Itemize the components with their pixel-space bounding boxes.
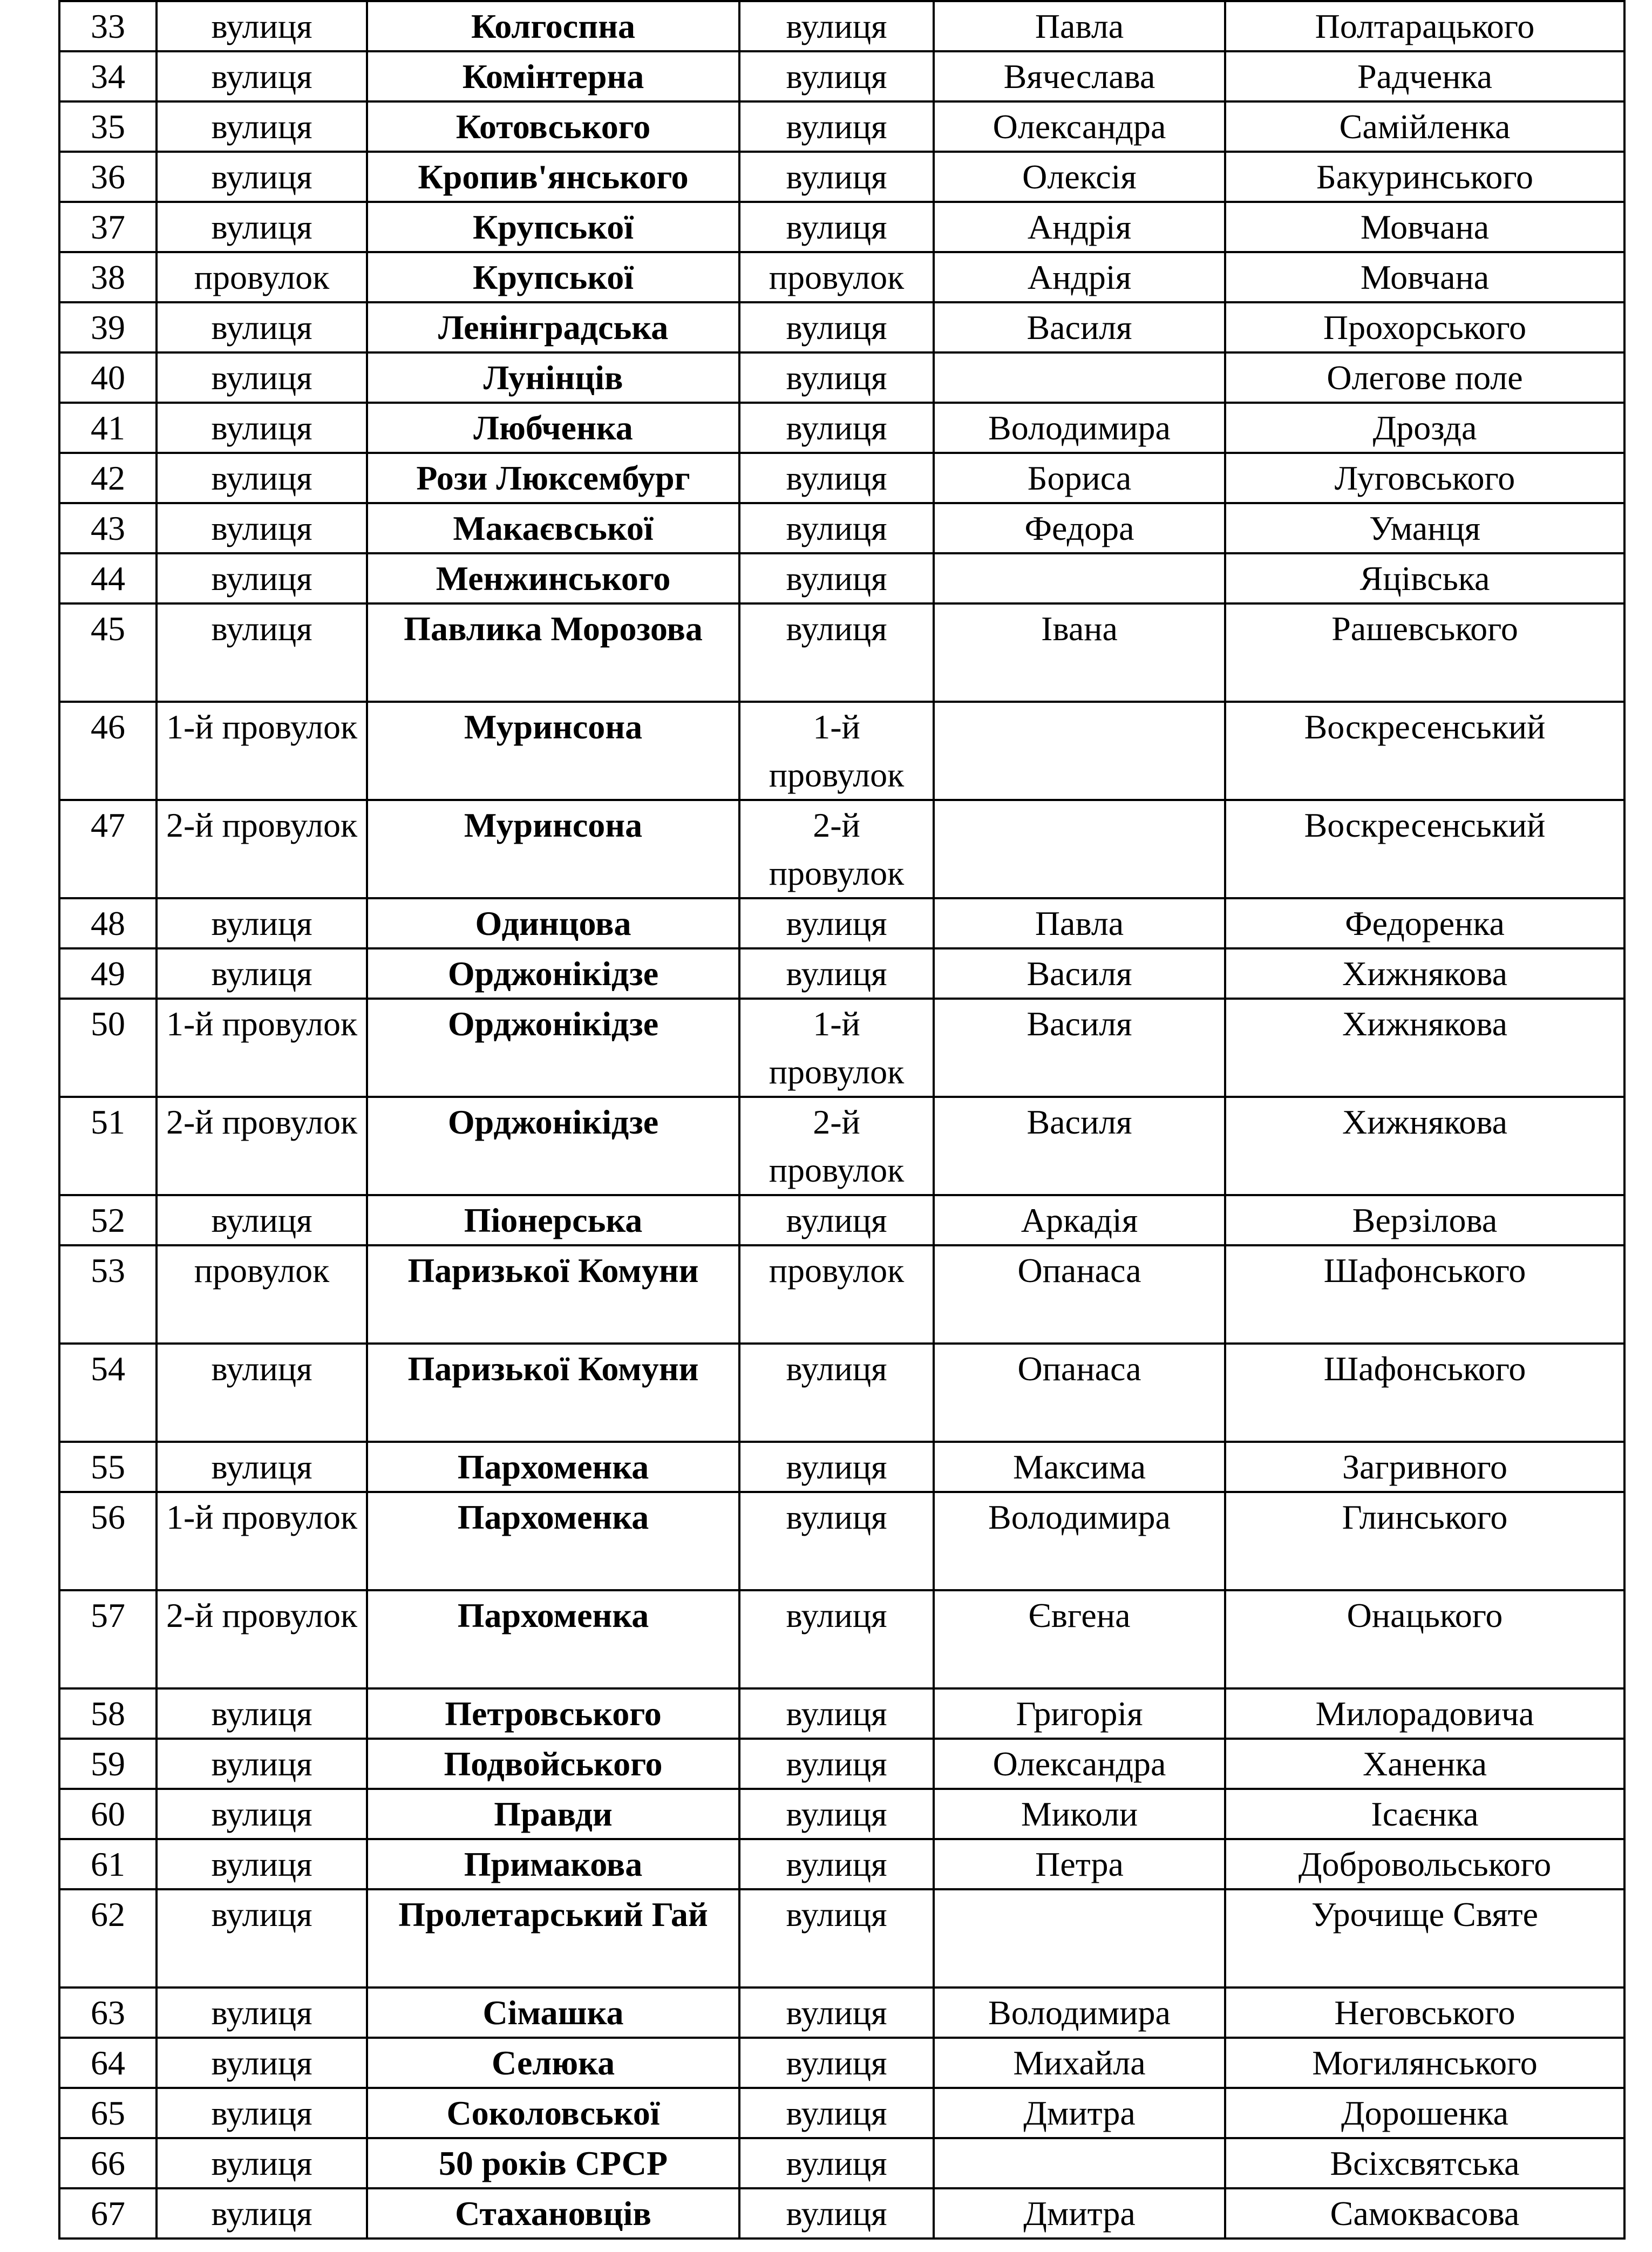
- document-page: [58, 0, 1623, 2246]
- new-first-name-cell: Григорія: [934, 1688, 1225, 1739]
- new-first-name-cell: Володимира: [934, 1988, 1225, 2038]
- new-first-name-cell: Олексія: [934, 152, 1225, 202]
- old-name-cell: Любченка: [367, 403, 739, 453]
- old-type-cell: вулиця: [157, 2038, 367, 2088]
- old-name-cell: Пархоменка: [367, 1442, 739, 1492]
- table-row: [59, 2138, 1624, 2188]
- row-number-cell: 52: [59, 1195, 157, 1245]
- row-number-cell: 60: [59, 1789, 157, 1839]
- old-name-cell: Соколовської: [367, 2088, 739, 2138]
- new-first-name-cell: [934, 702, 1225, 800]
- table-row: [59, 2038, 1624, 2088]
- old-type-cell: вулиця: [157, 1344, 367, 1442]
- old-type-cell: вулиця: [157, 2138, 367, 2188]
- new-first-name-cell: Володимира: [934, 403, 1225, 453]
- old-type-cell: вулиця: [157, 503, 367, 553]
- table-row: [59, 2088, 1624, 2138]
- old-name-cell: Макаєвської: [367, 503, 739, 553]
- row-number-cell: 34: [59, 51, 157, 101]
- new-last-name-cell: Глинського: [1225, 1492, 1624, 1590]
- new-last-name-cell: Хижнякова: [1225, 1097, 1624, 1195]
- new-last-name-cell: Рашевського: [1225, 603, 1624, 702]
- old-type-cell: 1-й провулок: [157, 999, 367, 1097]
- new-type-cell: вулиця: [739, 302, 934, 352]
- table-row: [59, 1, 1624, 51]
- table-row: [59, 1739, 1624, 1789]
- new-type-cell: вулиця: [739, 553, 934, 603]
- table-row: [59, 1097, 1624, 1195]
- new-first-name-cell: Михайла: [934, 2038, 1225, 2088]
- old-type-cell: вулиця: [157, 101, 367, 152]
- old-name-cell: Муринсона: [367, 702, 739, 800]
- old-type-cell: вулиця: [157, 1442, 367, 1492]
- new-type-cell: вулиця: [739, 1590, 934, 1688]
- old-name-cell: Муринсона: [367, 800, 739, 898]
- table-row: [59, 702, 1624, 800]
- new-last-name-cell: Самоквасова: [1225, 2188, 1624, 2239]
- new-first-name-cell: Федора: [934, 503, 1225, 553]
- old-name-cell: Петровського: [367, 1688, 739, 1739]
- old-name-cell: Паризької Комуни: [367, 1245, 739, 1344]
- new-first-name-cell: Олександра: [934, 101, 1225, 152]
- new-first-name-cell: Андрія: [934, 202, 1225, 252]
- old-type-cell: 2-й провулок: [157, 1590, 367, 1688]
- table-row: [59, 503, 1624, 553]
- old-name-cell: Сімашка: [367, 1988, 739, 2038]
- new-last-name-cell: Мовчана: [1225, 252, 1624, 302]
- table-row: [59, 1245, 1624, 1344]
- old-type-cell: 1-й провулок: [157, 702, 367, 800]
- table-row: [59, 1590, 1624, 1688]
- table-row: [59, 51, 1624, 101]
- old-name-cell: Стахановців: [367, 2188, 739, 2239]
- row-number-cell: 38: [59, 252, 157, 302]
- row-number-cell: 51: [59, 1097, 157, 1195]
- new-first-name-cell: [934, 1889, 1225, 1988]
- table-row: [59, 1789, 1624, 1839]
- row-number-cell: 37: [59, 202, 157, 252]
- row-number-cell: 56: [59, 1492, 157, 1590]
- table-row: [59, 800, 1624, 898]
- new-last-name-cell: Шафонського: [1225, 1245, 1624, 1344]
- new-last-name-cell: Луговського: [1225, 453, 1624, 503]
- old-type-cell: вулиця: [157, 1688, 367, 1739]
- new-last-name-cell: Добровольського: [1225, 1839, 1624, 1889]
- old-name-cell: Орджонікідзе: [367, 999, 739, 1097]
- new-type-cell: вулиця: [739, 403, 934, 453]
- new-type-cell: вулиця: [739, 1, 934, 51]
- new-last-name-cell: Полтарацького: [1225, 1, 1624, 51]
- row-number-cell: 67: [59, 2188, 157, 2239]
- old-name-cell: Примакова: [367, 1839, 739, 1889]
- table-row: [59, 1442, 1624, 1492]
- old-name-cell: Пролетарський Гай: [367, 1889, 739, 1988]
- row-number-cell: 48: [59, 898, 157, 948]
- row-number-cell: 33: [59, 1, 157, 51]
- table-row: [59, 999, 1624, 1097]
- old-name-cell: Пархоменка: [367, 1492, 739, 1590]
- old-name-cell: Одинцова: [367, 898, 739, 948]
- table-row: [59, 403, 1624, 453]
- new-last-name-cell: Федоренка: [1225, 898, 1624, 948]
- new-first-name-cell: Євгена: [934, 1590, 1225, 1688]
- new-last-name-cell: Дорошенка: [1225, 2088, 1624, 2138]
- new-last-name-cell: Бакуринського: [1225, 152, 1624, 202]
- old-type-cell: вулиця: [157, 453, 367, 503]
- new-type-cell: вулиця: [739, 1442, 934, 1492]
- old-type-cell: вулиця: [157, 1789, 367, 1839]
- street-renaming-table: [58, 0, 1626, 2240]
- new-first-name-cell: [934, 800, 1225, 898]
- new-type-cell: вулиця: [739, 1344, 934, 1442]
- new-last-name-cell: Неговського: [1225, 1988, 1624, 2038]
- old-type-cell: вулиця: [157, 1, 367, 51]
- new-type-cell: вулиця: [739, 1839, 934, 1889]
- old-name-cell: Пархоменка: [367, 1590, 739, 1688]
- old-type-cell: 1-й провулок: [157, 1492, 367, 1590]
- old-type-cell: вулиця: [157, 302, 367, 352]
- new-type-cell: вулиця: [739, 1492, 934, 1590]
- old-name-cell: Комінтерна: [367, 51, 739, 101]
- new-last-name-cell: Радченка: [1225, 51, 1624, 101]
- table-row: [59, 352, 1624, 403]
- new-last-name-cell: Самійленка: [1225, 101, 1624, 152]
- old-type-cell: 2-й провулок: [157, 800, 367, 898]
- table-row: [59, 603, 1624, 702]
- old-type-cell: вулиця: [157, 352, 367, 403]
- old-type-cell: вулиця: [157, 553, 367, 603]
- old-type-cell: вулиця: [157, 1988, 367, 2038]
- old-type-cell: вулиця: [157, 948, 367, 999]
- old-name-cell: Кропив'янського: [367, 152, 739, 202]
- row-number-cell: 65: [59, 2088, 157, 2138]
- old-type-cell: провулок: [157, 252, 367, 302]
- old-name-cell: Менжинського: [367, 553, 739, 603]
- old-type-cell: вулиця: [157, 403, 367, 453]
- table-row: [59, 948, 1624, 999]
- new-first-name-cell: [934, 553, 1225, 603]
- old-name-cell: Паризької Комуни: [367, 1344, 739, 1442]
- new-first-name-cell: Опанаса: [934, 1344, 1225, 1442]
- row-number-cell: 43: [59, 503, 157, 553]
- new-first-name-cell: Опанаса: [934, 1245, 1225, 1344]
- new-last-name-cell: Урочище Святе: [1225, 1889, 1624, 1988]
- row-number-cell: 35: [59, 101, 157, 152]
- row-number-cell: 44: [59, 553, 157, 603]
- new-type-cell: вулиця: [739, 503, 934, 553]
- table-row: [59, 101, 1624, 152]
- new-first-name-cell: Василя: [934, 999, 1225, 1097]
- old-type-cell: вулиця: [157, 1195, 367, 1245]
- old-name-cell: Крупської: [367, 252, 739, 302]
- new-type-cell: вулиця: [739, 603, 934, 702]
- new-type-cell: вулиця: [739, 2138, 934, 2188]
- row-number-cell: 46: [59, 702, 157, 800]
- table-row: [59, 453, 1624, 503]
- new-first-name-cell: Вячеслава: [934, 51, 1225, 101]
- old-name-cell: Колгоспна: [367, 1, 739, 51]
- new-last-name-cell: Уманця: [1225, 503, 1624, 553]
- new-first-name-cell: Миколи: [934, 1789, 1225, 1839]
- new-first-name-cell: Аркадія: [934, 1195, 1225, 1245]
- new-last-name-cell: Хижнякова: [1225, 948, 1624, 999]
- new-type-cell: вулиця: [739, 1988, 934, 2038]
- old-name-cell: Подвойського: [367, 1739, 739, 1789]
- old-type-cell: вулиця: [157, 1839, 367, 1889]
- new-first-name-cell: Бориса: [934, 453, 1225, 503]
- table-row: [59, 2188, 1624, 2239]
- new-last-name-cell: Воскресенський: [1225, 702, 1624, 800]
- old-type-cell: вулиця: [157, 152, 367, 202]
- table-row: [59, 1688, 1624, 1739]
- new-last-name-cell: Ісаєнка: [1225, 1789, 1624, 1839]
- new-type-cell: 2-й провулок: [739, 1097, 934, 1195]
- old-type-cell: вулиця: [157, 603, 367, 702]
- new-first-name-cell: Дмитра: [934, 2088, 1225, 2138]
- table-body: [59, 1, 1624, 2239]
- row-number-cell: 36: [59, 152, 157, 202]
- row-number-cell: 41: [59, 403, 157, 453]
- new-first-name-cell: Павла: [934, 898, 1225, 948]
- new-first-name-cell: Василя: [934, 948, 1225, 999]
- old-type-cell: вулиця: [157, 898, 367, 948]
- old-type-cell: вулиця: [157, 202, 367, 252]
- table-row: [59, 1344, 1624, 1442]
- new-last-name-cell: Прохорського: [1225, 302, 1624, 352]
- old-type-cell: 2-й провулок: [157, 1097, 367, 1195]
- new-type-cell: вулиця: [739, 453, 934, 503]
- old-name-cell: Піонерська: [367, 1195, 739, 1245]
- new-last-name-cell: Верзілова: [1225, 1195, 1624, 1245]
- row-number-cell: 61: [59, 1839, 157, 1889]
- new-type-cell: провулок: [739, 1245, 934, 1344]
- old-name-cell: Котовського: [367, 101, 739, 152]
- new-type-cell: вулиця: [739, 51, 934, 101]
- new-first-name-cell: [934, 2138, 1225, 2188]
- row-number-cell: 64: [59, 2038, 157, 2088]
- old-name-cell: 50 років СРСР: [367, 2138, 739, 2188]
- table-row: [59, 252, 1624, 302]
- new-first-name-cell: Олександра: [934, 1739, 1225, 1789]
- row-number-cell: 58: [59, 1688, 157, 1739]
- new-first-name-cell: [934, 352, 1225, 403]
- new-type-cell: вулиця: [739, 1195, 934, 1245]
- new-first-name-cell: Володимира: [934, 1492, 1225, 1590]
- old-type-cell: вулиця: [157, 51, 367, 101]
- new-last-name-cell: Милорадовича: [1225, 1688, 1624, 1739]
- table-row: [59, 898, 1624, 948]
- new-last-name-cell: Воскресенський: [1225, 800, 1624, 898]
- old-name-cell: Крупської: [367, 202, 739, 252]
- new-first-name-cell: Павла: [934, 1, 1225, 51]
- old-name-cell: Орджонікідзе: [367, 948, 739, 999]
- table-row: [59, 1195, 1624, 1245]
- table-row: [59, 302, 1624, 352]
- row-number-cell: 62: [59, 1889, 157, 1988]
- row-number-cell: 40: [59, 352, 157, 403]
- new-type-cell: вулиця: [739, 1789, 934, 1839]
- new-type-cell: провулок: [739, 252, 934, 302]
- new-type-cell: 1-й провулок: [739, 999, 934, 1097]
- row-number-cell: 54: [59, 1344, 157, 1442]
- table-row: [59, 1839, 1624, 1889]
- new-type-cell: вулиця: [739, 2088, 934, 2138]
- old-name-cell: Павлика Морозова: [367, 603, 739, 702]
- new-last-name-cell: Ханенка: [1225, 1739, 1624, 1789]
- new-last-name-cell: Онацького: [1225, 1590, 1624, 1688]
- new-type-cell: вулиця: [739, 2038, 934, 2088]
- new-last-name-cell: Хижнякова: [1225, 999, 1624, 1097]
- new-type-cell: вулиця: [739, 1739, 934, 1789]
- old-name-cell: Лунінців: [367, 352, 739, 403]
- new-first-name-cell: Максима: [934, 1442, 1225, 1492]
- new-type-cell: вулиця: [739, 948, 934, 999]
- row-number-cell: 49: [59, 948, 157, 999]
- new-type-cell: вулиця: [739, 2188, 934, 2239]
- old-name-cell: Орджонікідзе: [367, 1097, 739, 1195]
- new-type-cell: 1-й провулок: [739, 702, 934, 800]
- new-first-name-cell: Петра: [934, 1839, 1225, 1889]
- new-type-cell: вулиця: [739, 101, 934, 152]
- new-type-cell: вулиця: [739, 202, 934, 252]
- old-name-cell: Рози Люксембург: [367, 453, 739, 503]
- row-number-cell: 47: [59, 800, 157, 898]
- row-number-cell: 55: [59, 1442, 157, 1492]
- new-last-name-cell: Шафонського: [1225, 1344, 1624, 1442]
- row-number-cell: 53: [59, 1245, 157, 1344]
- row-number-cell: 42: [59, 453, 157, 503]
- new-type-cell: 2-й провулок: [739, 800, 934, 898]
- new-last-name-cell: Загривного: [1225, 1442, 1624, 1492]
- table-row: [59, 152, 1624, 202]
- row-number-cell: 57: [59, 1590, 157, 1688]
- old-name-cell: Ленінградська: [367, 302, 739, 352]
- row-number-cell: 39: [59, 302, 157, 352]
- new-type-cell: вулиця: [739, 1889, 934, 1988]
- new-last-name-cell: Яцівська: [1225, 553, 1624, 603]
- row-number-cell: 63: [59, 1988, 157, 2038]
- new-type-cell: вулиця: [739, 1688, 934, 1739]
- new-last-name-cell: Мовчана: [1225, 202, 1624, 252]
- new-first-name-cell: Дмитра: [934, 2188, 1225, 2239]
- new-last-name-cell: Всіхсвятська: [1225, 2138, 1624, 2188]
- new-first-name-cell: Івана: [934, 603, 1225, 702]
- row-number-cell: 50: [59, 999, 157, 1097]
- row-number-cell: 45: [59, 603, 157, 702]
- row-number-cell: 66: [59, 2138, 157, 2188]
- new-first-name-cell: Василя: [934, 302, 1225, 352]
- row-number-cell: 59: [59, 1739, 157, 1789]
- old-type-cell: вулиця: [157, 1889, 367, 1988]
- old-type-cell: провулок: [157, 1245, 367, 1344]
- old-name-cell: Селюка: [367, 2038, 739, 2088]
- table-row: [59, 1492, 1624, 1590]
- new-first-name-cell: Андрія: [934, 252, 1225, 302]
- old-name-cell: Правди: [367, 1789, 739, 1839]
- table-row: [59, 1889, 1624, 1988]
- table-row: [59, 1988, 1624, 2038]
- new-first-name-cell: Василя: [934, 1097, 1225, 1195]
- new-type-cell: вулиця: [739, 898, 934, 948]
- new-type-cell: вулиця: [739, 152, 934, 202]
- new-last-name-cell: Дрозда: [1225, 403, 1624, 453]
- new-last-name-cell: Могилянського: [1225, 2038, 1624, 2088]
- old-type-cell: вулиця: [157, 2088, 367, 2138]
- table-row: [59, 202, 1624, 252]
- old-type-cell: вулиця: [157, 1739, 367, 1789]
- new-type-cell: вулиця: [739, 352, 934, 403]
- table-row: [59, 553, 1624, 603]
- new-last-name-cell: Олегове поле: [1225, 352, 1624, 403]
- old-type-cell: вулиця: [157, 2188, 367, 2239]
